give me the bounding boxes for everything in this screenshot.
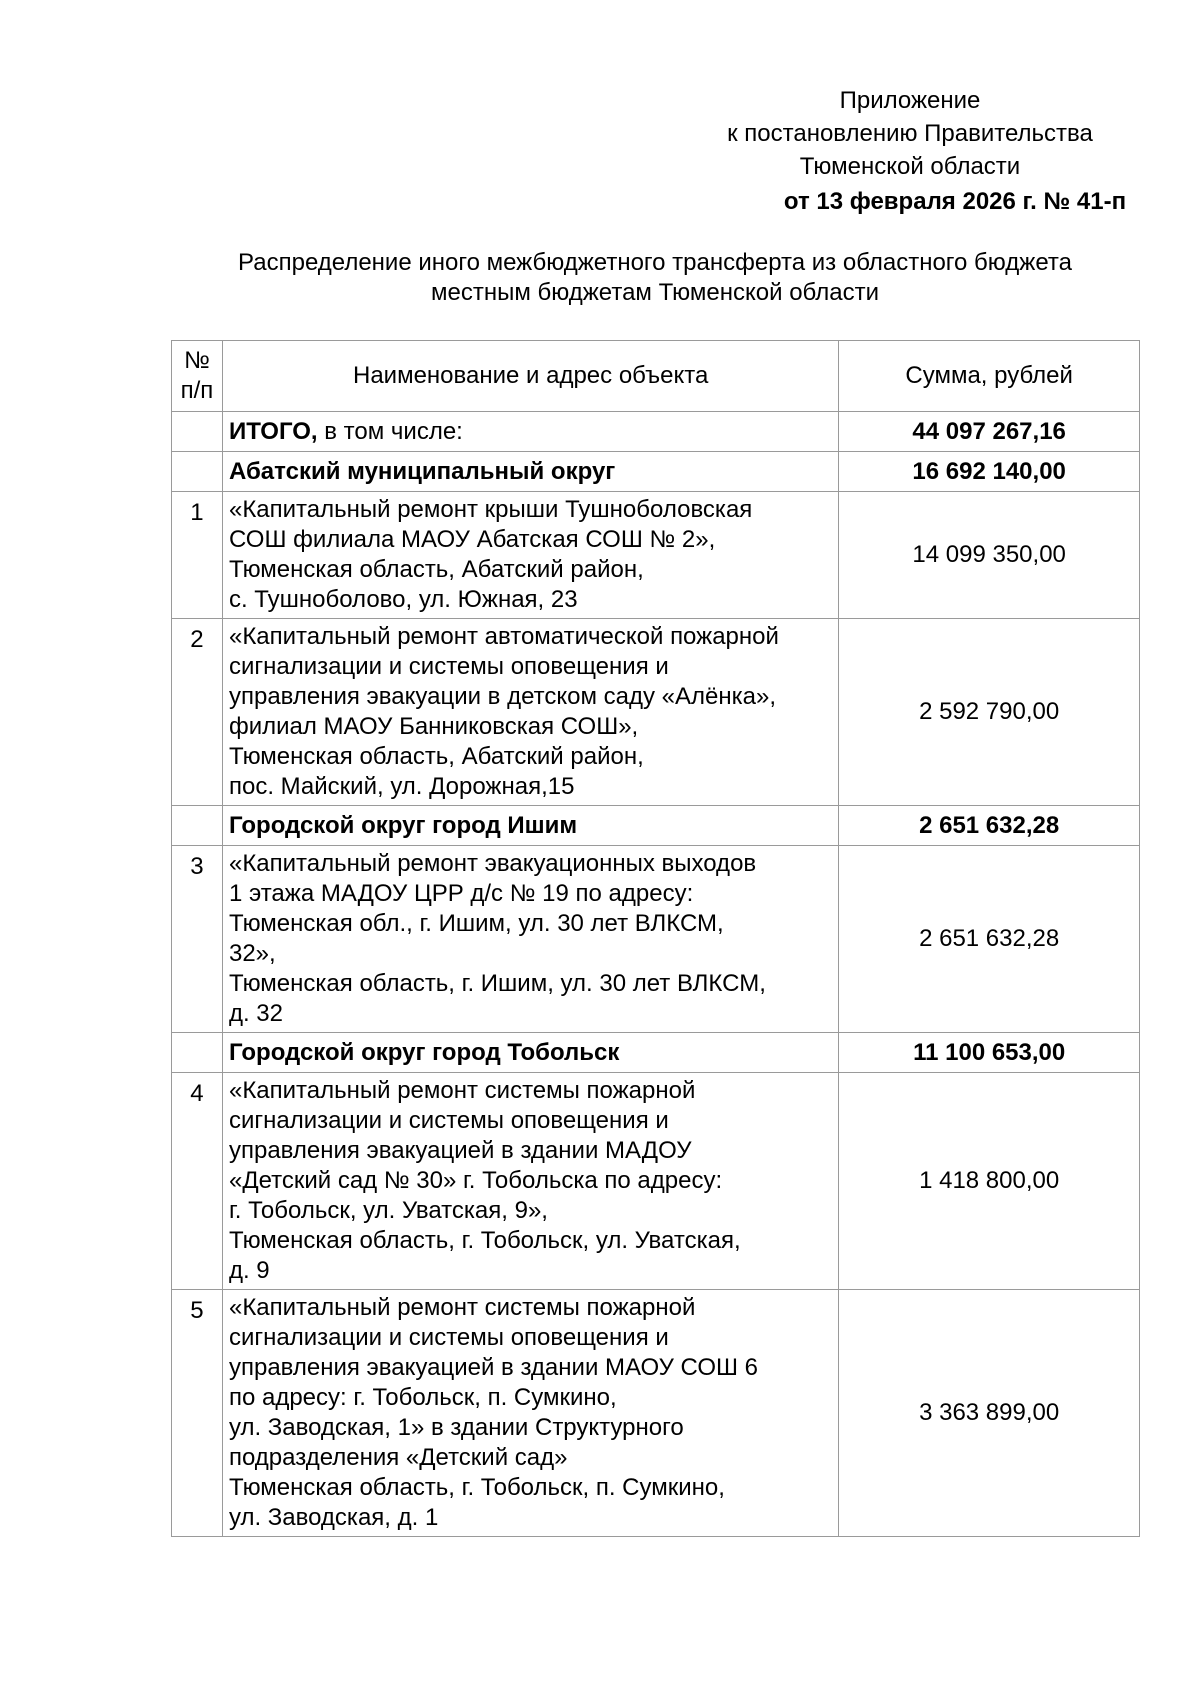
group-row	[172, 1033, 1140, 1073]
item-name-line: Тюменская область, г. Тобольск, п. Сумкино,	[228, 1474, 725, 1501]
document-title	[170, 248, 1140, 308]
group-row	[172, 806, 1140, 846]
item-name-line: управления эвакуацией в здании МАДОУ	[228, 1137, 692, 1164]
item-name-line: подразделения «Детский сад»	[228, 1444, 568, 1471]
region-label: Тюменской области	[799, 153, 1021, 180]
item-name-line: «Капитальный ремонт системы пожарной	[228, 1077, 696, 1104]
item-num-cell: 5	[172, 1290, 223, 1537]
group-sum-cell: 11 100 653,00	[839, 1033, 1140, 1073]
group-num-cell	[172, 1033, 223, 1073]
item-name-line: управления эвакуации в детском саду «Алёнка»,	[228, 683, 777, 710]
group-sum-cell: 16 692 140,00	[839, 452, 1140, 492]
item-name-line: ул. Заводская, 1» в здании Структурного	[228, 1414, 684, 1441]
total-label-bold: ИТОГО,	[228, 417, 318, 445]
item-name-line: «Детский сад № 30» г. Тобольска по адресу:	[228, 1167, 723, 1194]
group-num-cell	[172, 452, 223, 492]
item-name-cell	[222, 1290, 838, 1537]
item-name-cell	[222, 1073, 838, 1290]
item-name-line: ул. Заводская, д. 1	[228, 1504, 439, 1531]
item-name-line: сигнализации и системы оповещения и	[228, 1324, 669, 1351]
item-name-line: «Капитальный ремонт автоматической пожарной	[228, 623, 779, 650]
group-num-cell	[172, 806, 223, 846]
group-row	[172, 452, 1140, 492]
item-name-line: пос. Майский, ул. Дорожная,15	[228, 773, 575, 800]
item-name-line: 32»,	[228, 940, 276, 967]
item-name-line: Тюменская обл., г. Ишим, ул. 30 лет ВЛКСМ,	[228, 910, 724, 937]
group-name-cell: Городской округ город Тобольск	[222, 1033, 838, 1073]
item-row	[172, 619, 1140, 806]
item-name-line: «Капитальный ремонт крыши Тушноболовская	[228, 496, 753, 523]
column-header-num: № п/п	[172, 341, 223, 412]
item-name-line: 1 этажа МАДОУ ЦРР д/с № 19 по адресу:	[228, 880, 694, 907]
group-name-cell: Абатский муниципальный округ	[222, 452, 838, 492]
item-name-line: с. Тушноболово, ул. Южная, 23	[228, 586, 578, 613]
item-sum-cell: 3 363 899,00	[839, 1290, 1140, 1537]
item-name-line: Тюменская область, г. Тобольск, ул. Уватская,	[228, 1227, 741, 1254]
item-name-line: сигнализации и системы оповещения и	[228, 1107, 669, 1134]
title-line-2: местным бюджетам Тюменской области	[431, 279, 879, 306]
item-name-cell	[222, 619, 838, 806]
item-name-line: СОШ филиала МАОУ Абатская СОШ № 2»,	[228, 526, 716, 553]
column-header-sum: Сумма, рублей	[839, 341, 1140, 412]
item-row	[172, 1290, 1140, 1537]
appendix-label: Приложение	[839, 87, 981, 114]
total-label-rest: в том числе:	[317, 417, 463, 445]
item-num-cell: 2	[172, 619, 223, 806]
to-decree-label: к постановлению Правительства	[727, 120, 1093, 147]
appendix-header	[690, 84, 1130, 218]
item-name-line: управления эвакуацией в здании МАОУ СОШ 6	[228, 1354, 759, 1381]
group-name-cell: Городской округ город Ишим	[222, 806, 838, 846]
item-name-line: Тюменская область, Абатский район,	[228, 556, 644, 583]
item-name-line: сигнализации и системы оповещения и	[228, 653, 669, 680]
item-name-line: «Капитальный ремонт эвакуационных выходов	[228, 850, 757, 877]
total-row	[172, 412, 1140, 452]
total-label-cell	[222, 412, 838, 452]
table-header-row	[172, 341, 1140, 412]
distribution-table	[171, 340, 1140, 1537]
item-name-line: Тюменская область, г. Ишим, ул. 30 лет ВЛКСМ,	[228, 970, 766, 997]
item-row	[172, 492, 1140, 619]
decree-label: от 13 февраля 2026 г. № 41-п	[783, 188, 1127, 215]
item-name-line: «Капитальный ремонт системы пожарной	[228, 1294, 696, 1321]
group-sum-cell: 2 651 632,28	[839, 806, 1140, 846]
item-name-line: д. 32	[228, 1000, 284, 1027]
item-name-line: Тюменская область, Абатский район,	[228, 743, 644, 770]
item-num-cell: 1	[172, 492, 223, 619]
title-line-1: Распределение иного межбюджетного трансферта из областного бюджета	[238, 249, 1072, 276]
total-num-cell	[172, 412, 223, 452]
item-row	[172, 846, 1140, 1033]
item-num-cell: 3	[172, 846, 223, 1033]
total-sum-cell: 44 097 267,16	[839, 412, 1140, 452]
item-sum-cell: 1 418 800,00	[839, 1073, 1140, 1290]
item-sum-cell: 14 099 350,00	[839, 492, 1140, 619]
item-name-line: филиал МАОУ Банниковская СОШ»,	[228, 713, 639, 740]
item-sum-cell: 2 651 632,28	[839, 846, 1140, 1033]
item-name-line: по адресу: г. Тобольск, п. Сумкино,	[228, 1384, 617, 1411]
item-name-line: г. Тобольск, ул. Уватская, 9»,	[228, 1197, 548, 1224]
item-num-cell: 4	[172, 1073, 223, 1290]
column-header-name: Наименование и адрес объекта	[222, 341, 838, 412]
item-sum-cell: 2 592 790,00	[839, 619, 1140, 806]
item-name-cell	[222, 846, 838, 1033]
item-row	[172, 1073, 1140, 1290]
item-name-cell	[222, 492, 838, 619]
item-name-line: д. 9	[228, 1257, 270, 1284]
